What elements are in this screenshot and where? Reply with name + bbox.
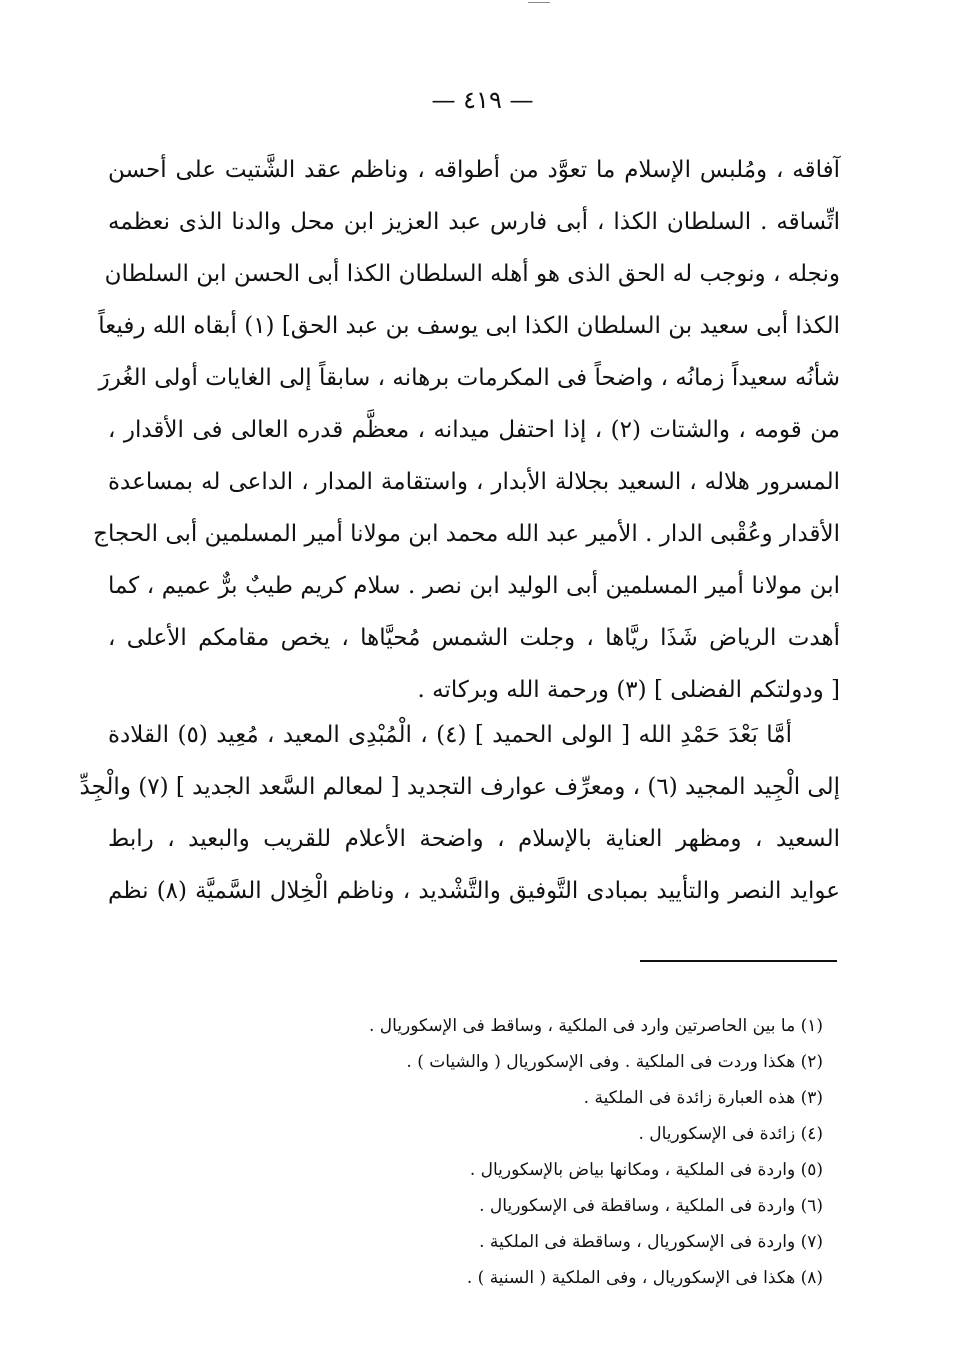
text-line: اتِّساقه . السلطان الكذا ، أبى فارس عبد العزيز ابن محل والدنا الذى نعظمه [108, 209, 840, 235]
text-line: عوايد النصر والتأييد بمبادى التَّوفيق والتَّشْديد ، وناظم الْخِلال السَّميَّة (٨) نظم [108, 878, 840, 904]
footnote: (١) ما بين الحاصرتين وارد فى الملكية ، وساقط فى الإسكوريال . [368, 1016, 823, 1036]
text-line: [ ودولتكم الفضلى ] (٣) ورحمة الله وبركاته . [417, 677, 840, 703]
text-line: شأنُه سعيداً زمانُه ، واضحاً فى المكرمات برهانه ، سابقاً إلى الغايات أولى الغُررَ [98, 365, 840, 391]
text-line: آفاقه ، ومُلبس الإسلام ما تعوَّد من أطواقه ، وناظم عقد الشَّتيت على أحسن [108, 157, 840, 183]
text-line: من قومه ، والشتات (٢) ، إذا احتفل ميدانه ، معظَّم قدره العالى فى الأقدار ، [108, 417, 840, 443]
footnote: (٦) واردة فى الملكية ، وساقطة فى الإسكوريال . [479, 1196, 823, 1216]
top-edge-mark [528, 2, 550, 3]
footnote: (٧) واردة فى الإسكوريال ، وساقطة فى الملكية . [479, 1232, 823, 1252]
page-number: — ٤١٩ — [431, 86, 534, 114]
text-line: الكذا أبى سعيد بن السلطان الكذا ابى يوسف بن عبد الحق] (١) أبقاه الله رفيعاً [98, 313, 840, 339]
footnote: (٥) واردة فى الملكية ، ومكانها بياض بالإسكوريال . [469, 1160, 823, 1180]
text-line: ابن مولانا أمير المسلمين أبى الوليد ابن نصر . سلام كريم طيبٌ برٌّ عميم ، كما [108, 573, 840, 599]
footnote: (٢) هكذا وردت فى الملكية . وفى الإسكوريال ( والشيات ) . [406, 1052, 823, 1072]
footnotes [263, 1008, 823, 1296]
text-line: ونجله ، ونوجب له الحق الذى هو أهله السلطان الكذا أبى الحسن ابن السلطان [104, 261, 840, 287]
text-line: إلى الْجِيد المجيد (٦) ، ومعرِّف عوارف التجديد [ لمعالم السَّعد الجديد ] (٧) والْجِدِّ [79, 774, 840, 800]
paragraph-1 [93, 144, 840, 716]
text-line: المسرور هلاله ، السعيد بجلالة الأبدار ، واستقامة المدار ، الداعى له بمساعدة [108, 469, 840, 495]
paragraph-2 [79, 709, 840, 917]
footnote: (٨) هكذا فى الإسكوريال ، وفى الملكية ( السنية ) . [466, 1268, 823, 1288]
text-line: أهدت الرياض شَذَا ريَّاها ، وجلت الشمس مُحيَّاها ، يخص مقامكم الأعلى ، [108, 625, 840, 651]
text-line: الأقدار وعُقْبى الدار . الأمير عبد الله محمد ابن مولانا أمير المسلمين أبى الحجاج [93, 521, 840, 547]
text-line: السعيد ، ومظهر العناية بالإسلام ، واضحة الأعلام للقريب والبعيد ، رابط [108, 826, 840, 852]
footnote: (٣) هذه العبارة زائدة فى الملكية . [583, 1088, 823, 1108]
text-line: أمَّا بَعْدَ حَمْدِ الله [ الولى الحميد ] (٤) ، الْمُبْدِى المعيد ، مُعِيد (٥) القلادة [108, 722, 792, 748]
footnote: (٤) زائدة فى الإسكوريال . [638, 1124, 823, 1144]
footnote-separator [640, 960, 837, 962]
